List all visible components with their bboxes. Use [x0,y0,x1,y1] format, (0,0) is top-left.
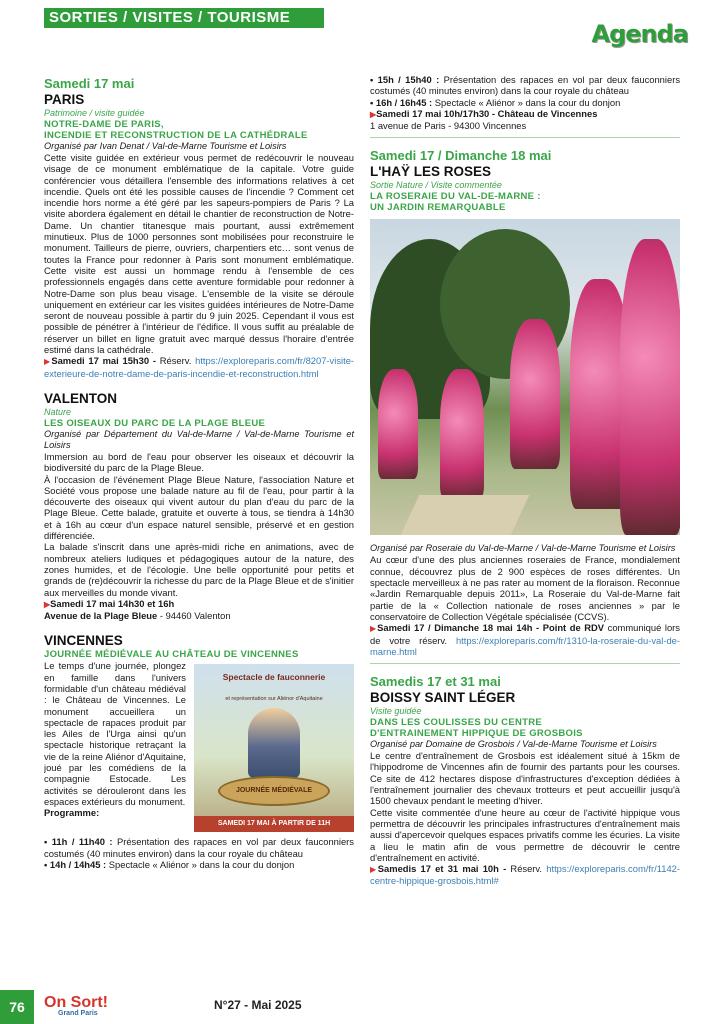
event-description: Cette visite commentée d'une heure au cœur de l'activité hippique vous permettra de découvrir les principales infrastructures d'entraînement mais aussi d'apercevoir quelques espaces privatifs comme les écuries. La visite a lieu le matin afin de vous permettre de découvrir le centre d'entraînement en activité. [370,806,680,863]
right-column [370,74,680,887]
magazine-logo: On Sort! [44,994,108,1011]
event-title-line2: INCENDIE ET RECONSTRUCTION DE LA CATHÉDRALE [44,130,308,141]
event-description: La balade s'inscrit dans une après-midi riche en animations, avec de nombreux ateliers ludiques et pédagogiques autour de la nature, des zones humides, et de l'écologie. Une belle opportunité pour petits et grands de (re)découvrir la richesse du parc de la Plage Bleue et de s'initier aux merveilles du monde vivant. [44,541,354,598]
event-description: À l'occasion de l'événement Plage Bleue Nature, l'association Nature et Société vous propose une balade nature au fil de l'eau, pour partir à la découverte des oiseaux qui vivent autour du plan d'eau du parc de la Plage Bleue. Cette balade, gratuite et ouverte à tous, se tiendra à 14h30 et à 16h au cœur d'un espace naturel sensible, préservé et en gestion différenciée. [44,473,354,542]
event-organizer: Organisé par Domaine de Grosbois / Val-de-Marne Tourisme et Loisirs [370,739,657,750]
section-banner: SORTIES / VISITES / TOURISME [44,8,324,28]
event-organizer: Organisé par Roseraie du Val-de-Marne / Val-de-Marne Tourisme et Loisirs [370,543,676,554]
event-boissy [370,674,680,887]
event-poster-image [194,664,354,832]
event-category: Nature [44,406,72,417]
poster-subheading: et représentation sur Aliénor d'Aquitaine [225,696,323,703]
event-valenton [44,391,354,621]
event-address: Avenue de la Plage Bleue - 94460 Valenton [44,610,231,622]
event-title: JOURNÉE MÉDIÉVALE AU CHÂTEAU DE VINCENNES [44,649,299,661]
event-vincennes [44,633,354,870]
event-category: Visite guidée [370,706,422,717]
event-date: Samedi 17 / Dimanche 18 mai [370,148,552,164]
event-city: BOISSY SAINT LÉGER [370,690,516,706]
event-description: Cette visite guidée en extérieur vous permet de redécouvrir le nouveau visage de ce monument emblématique de la capitale. Votre guide conférencier vous détaillera l'ensemble des informations relatives à cet incendie. Quels ont été les possible causes de l'incendie ? Comment cet incendie hors norme a été géré par les sapeurs-pompiers de Paris ? La visite abordera également en détail le chantier de reconstruction de Notre-Dame. Un chantier titanesque mais pourtant, aussi extrêmement minutieux. Plus de 1000 personnes sont mobilisées pour reconstruire le monument. Tailleurs de pierre, ouvriers, charpentiers etc… sont venus de toutes la France pour redonner à Paris sont monument emblématique. Cette visite est aussi un hommage rendu à l'ensemble de ces professionnels engagés dans cette aventure formidable pour redonner à Notre-Dame son plus beau visage. L'ensemble de la visite se déroule uniquement en extérieur car les visites guidées intérieures de Notre-Dame seront de nouveau possible à partir du 9 juin 2025. Cependant il vous est possible de pénétrer à l'intérieur de l'édifice. Il vous suffit au préalable de réserver un billet en ligne gratuit avec marqué dessus l'horaire d'entrée estimé dans la cathédrale. [44,152,354,356]
reservation-link[interactable]: https://exploreparis.com/fr/8207-visite-exterieure-de-notre-dame-de-paris-incendie-et-reconstruction.html [44,355,355,379]
arrow-icon: ▶ [44,599,51,609]
event-description: Au cœur d'une des plus anciennes roseraies de France, mondialement connue, découvrez plus de 2 900 espèces de roses différentes. Un spectacle merveilleux à ne pas rater au moment de la floraison. Reconnue «Jardin Remarquable depuis 2011», La Roseraie du Val-de-Marne fait partie de la « Collection nationale de roses anciennes » par le conservatoire de Collection Végétale spécialisée (CCVS). [370,554,680,622]
arrow-icon: ▶ [370,624,378,634]
event-city: VINCENNES [44,633,123,649]
event-title: DANS LES COULISSES DU CENTRE [370,717,543,729]
event-vincennes-continued [370,74,680,131]
event-title: LES OISEAUX DU PARC DE LA PLAGE BLEUE [44,417,266,429]
rose-garden-photo [370,219,680,535]
poster-figure [248,708,300,778]
event-city: L'HAŸ LES ROSES [370,164,491,180]
event-category: Patrimoine / visite guidée [44,108,145,118]
divider [370,663,680,664]
event-paris [44,76,354,379]
arrow-icon: ▶ [370,865,378,875]
event-date: Samedi 17 mai [44,76,135,91]
magazine-logo-subtitle: Grand Paris [58,1010,98,1017]
poster-footer: SAMEDI 17 MAI À PARTIR DE 11H [194,816,354,832]
arrow-icon: ▶ [370,109,377,119]
event-description: Le temps d'une journée, plongez en famille dans l'univers formidable d'un château médiéval : le Château de Vincennes. Le monument accueillera un spectacle de rapaces produit par les Ailes de l'Urga ainsi qu'un spectacle historique retraçant la vie de la reine Aliénor d'Aquitaine, joué par les comédiens de la compagnie Estocade. Les activités se dérouleront dans les espaces extérieurs du monument. [44,660,186,807]
event-schedule: ▶Samedi 17 mai 14h30 et 16h [44,597,175,609]
event-schedule: ▶Samedi 17 mai 15h30 - Réserv. https://exploreparis.com/fr/8207-visite-exterieure-de-notre-dame-de-paris-incendie-et-reconstruction.html [44,355,355,379]
event-schedule: ▶Samedi 17 mai 10h/17h30 - Château de Vincennes [370,107,598,119]
poster-badge: JOURNÉE MÉDIÉVALE [218,776,330,806]
event-address: 1 avenue de Paris - 94300 Vincennes [370,120,527,132]
event-organizer: Organisé par Ivan Denat / Val-de-Marne Tourisme et Loisirs [44,141,287,151]
event-title-line2: D'ENTRAINEMENT HIPPIQUE DE GROSBOIS [370,728,583,740]
event-category: Sortie Nature / Visite commentée [370,180,502,191]
agenda-logo: Agenda [591,20,688,48]
reservation-link[interactable]: https://exploreparis.com/fr/1310-la-roseraie-du-val-de-marne.html [370,634,680,657]
programme-item: • 15h / 15h40 : Présentation des rapaces en vol par deux fauconniers costumés (40 minutes environ) dans la cour royale du château [370,74,681,97]
event-city: VALENTON [44,390,118,406]
event-date: Samedis 17 et 31 mai [370,674,501,690]
left-column [44,76,354,870]
programme-label: Programme: [44,807,100,819]
event-title: NOTRE-DAME DE PARIS, [44,119,164,130]
event-hay-les-roses [370,148,680,657]
arrow-icon: ▶ [44,357,52,367]
event-organizer: Organisé par Département du Val-de-Marne / Val-de-Marne Tourisme et Loisirs [44,428,354,450]
event-city: PARIS [44,92,85,107]
poster-heading: Spectacle de fauconnerie [222,672,326,683]
programme-item: • 11h / 11h40 : Présentation des rapaces en vol par deux fauconniers costumés (40 minutes environ) dans la cour royale du château [44,836,354,859]
event-title: LA ROSERAIE DU VAL-DE-MARNE : [370,191,541,203]
programme-item: • 16h / 16h45 : Spectacle « Aliénor » dans la cour du donjon [370,96,621,108]
event-description: Le centre d'entraînement de Grosbois est idéalement situé à 15km de l'hippodrome de Vincennes afin de fournir des partants pour les courses. Ce site de 412 hectares dispose d'infrastructures d'exception dédiées à l'entraînement journalier des chevaux trotteurs et peut accueillir jusqu'à 1500 chevaux pendant le meeting d'hiver. [370,750,680,807]
reservation-link[interactable]: https://exploreparis.com/fr/1142-centre-hippique-grosbois.html# [370,863,680,887]
event-description: Immersion au bord de l'eau pour observer les oiseaux et découvrir la biodiversité du parc de la Plage Bleue. [44,450,354,474]
programme-item: • 14h / 14h45 : Spectacle « Aliénor » dans la cour du donjon [44,858,295,870]
page-number: 76 [0,990,34,1024]
event-schedule: ▶Samedis 17 et 31 mai 10h - Réserv. https://exploreparis.com/fr/1142-centre-hippique-grosbois.html# [370,863,680,887]
event-title-line2: UN JARDIN REMARQUABLE [370,202,506,214]
event-schedule: ▶Samedi 17 / Dimanche 18 mai 14h - Point de RDV communiqué lors de votre réserv. https://exploreparis.com/fr/1310-la-roseraie-du-val-de-marne.html [370,622,680,657]
issue-label: N°27 - Mai 2025 [214,998,302,1012]
divider [370,137,680,138]
page-footer [0,990,724,1024]
